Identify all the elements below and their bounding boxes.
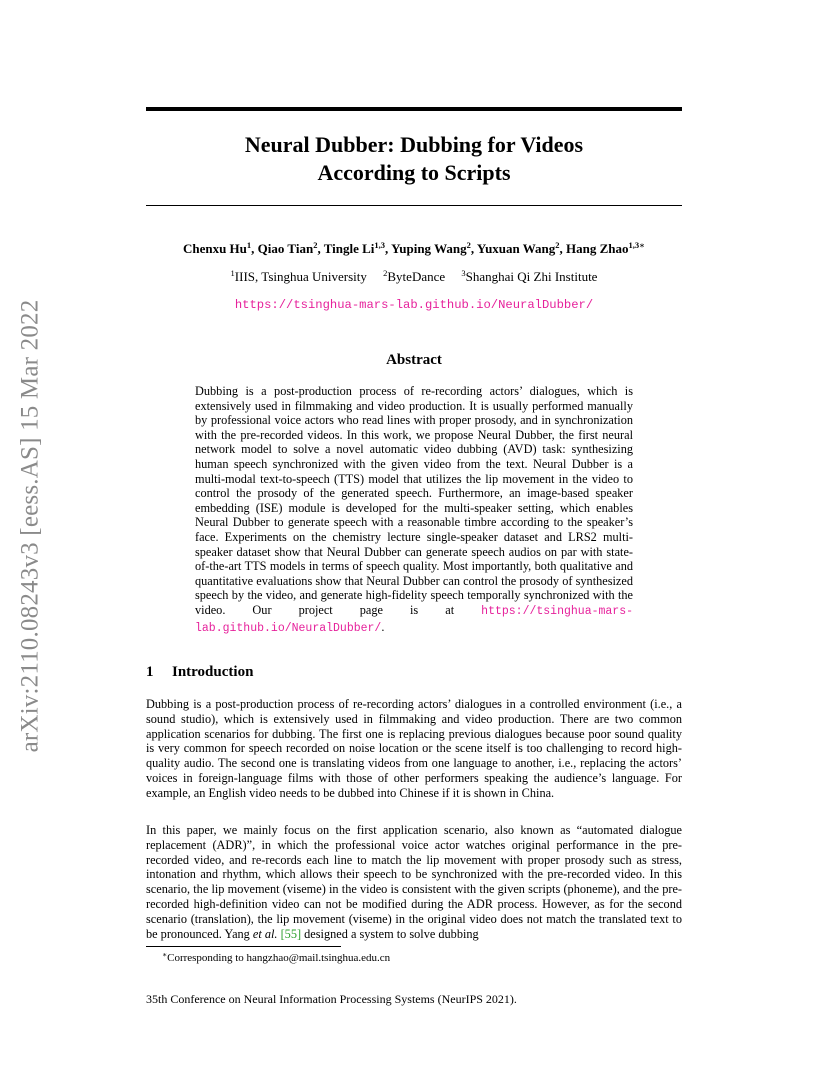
author-separator: , (559, 241, 567, 256)
author-name: Yuxuan Wang (476, 241, 556, 256)
paragraph-2-text: In this paper, we mainly focus on the first application scenario, also known as “automated dialogue replacement (ADR)”, in which the professional voice actor watches original performance in the pre-recorded video, and re-records each line to match the lip movement with proper prosody such as stress, intonation and rhythm, which allows their speech to be synchronized with the pre-recorded video. In this scenario, the lip movement (viseme) in the video is consistent with the given scripts (phoneme), and the pre-recorded high-definition video can not be modified during the ADR process. However, as for the second scenario (translation), the lip movement (viseme) in the original video does not match the translated text to be pronounced. Yang (146, 823, 682, 941)
abstract-text: Dubbing is a post-production process of re-recording actors’ dialogues, which is extensively used in filmmaking and video production. It is usually performed manually by professional voice actors who read lines with proper prosody, and in synchronization with the pre-recorded videos. In this work, we propose Neural Dubber, the first neural network model to solve a novel automatic video dubbing (AVD) task: synthesizing human speech synchronized with the given video from the text. Neural Dubber is a multi-modal text-to-speech (TTS) model that utilizes the lip movement in the video to control the prosody of the generated speech. Furthermore, an image-based speaker embedding (ISE) module is developed for the multi-speaker setting, which enables Neural Dubber to generate speech with a reasonable timbre according to the speaker’s face. Experiments on the chemistry lecture single-speaker dataset and LRS2 multi-speaker dataset show that Neural Dubber can generate speech audios on par with state-of-the-art TTS models in terms of speech quality. Most importantly, both qualitative and quantitative evaluations show that Neural Dubber can control the prosody of synthesized speech by the video, and generate high-fidelity speech temporally synchronized with the video. Our project page is at (195, 384, 633, 617)
affiliation-entry (231, 269, 367, 284)
section-heading-introduction (146, 662, 253, 682)
title-top-rule (146, 107, 682, 111)
section-number: 1 (146, 664, 154, 680)
author-name: Chenxu Hu (182, 241, 247, 256)
author-separator: , (317, 241, 324, 256)
section-title: Introduction (172, 664, 254, 680)
title-bottom-rule (146, 205, 682, 206)
author-separator: , (251, 241, 258, 256)
affiliation-entry (383, 269, 445, 284)
author-affiliation-mark: 2 (555, 240, 560, 250)
author-entry (566, 241, 645, 256)
author-entry (391, 241, 477, 256)
author-name: Yuping Wang (391, 241, 467, 256)
abstract-heading: Abstract (386, 352, 442, 368)
author-affiliation-mark: 1,3 (374, 240, 386, 250)
abstract-body (195, 384, 633, 636)
affiliation-mark: 2 (383, 268, 388, 278)
citation-link[interactable]: [55] (280, 926, 302, 941)
footnote-rule (146, 946, 341, 947)
footnote (162, 951, 390, 965)
abstract-end-punctuation: . (381, 619, 385, 634)
author-separator: , (470, 241, 477, 256)
affiliation-name: IIIS, Tsinghua University (234, 269, 367, 284)
title-line-1: Neural Dubber: Dubbing for Videos (244, 132, 584, 157)
intro-paragraph-2 (146, 823, 682, 941)
author-entry (258, 241, 324, 256)
footnote-mark: ∗ (162, 950, 168, 959)
author-entry (324, 241, 391, 256)
intro-paragraph-1: Dubbing is a post-production process of re-recording actors’ dialogues in a controlled environment (i.e., a sound studio), which is extensively used in filmmaking and video production. There are two common application scenarios for dubbing. The first one is replacing previous dialogues because poor sound quality is very common for speech recorded on noise location or the scene itself is too challenging to record high-quality audio. The second one is translating videos from one language to another, i.e., replacing the actors’ voices in foreign-language films with those of other performers speaking the audience’s language. For example, an English video needs to be dubbed into Chinese if it is shown in China. (146, 697, 682, 800)
author-affiliation-mark: 1 (246, 240, 252, 250)
author-entry (183, 241, 258, 256)
arxiv-identifier-text: arXiv:2110.08243v3 [eess.AS] 15 Mar 2022 (16, 299, 44, 753)
author-name: Qiao Tian (257, 241, 314, 256)
affiliation-list (146, 268, 682, 286)
author-name: Tingle Li (323, 241, 375, 256)
author-name: Hang Zhao (566, 241, 629, 256)
project-url-link[interactable]: https://tsinghua-mars-lab.github.io/NeuralDubber/ (234, 298, 594, 312)
affiliation-mark: 3 (461, 268, 466, 278)
arxiv-identifier-stamp (10, 276, 50, 776)
affiliation-name: Shanghai Qi Zhi Institute (465, 269, 598, 284)
affiliation-name: ByteDance (387, 269, 446, 284)
author-affiliation-mark: 2 (313, 240, 318, 250)
footnote-text: Corresponding to hangzhao@mail.tsinghua.edu.cn (167, 952, 391, 964)
affiliation-entry (461, 269, 597, 284)
author-separator: , (385, 241, 392, 256)
title-line-2: According to Scripts (317, 160, 511, 185)
et-al-text: et al. (252, 926, 278, 941)
author-list (146, 240, 682, 258)
affiliation-mark: 1 (230, 268, 235, 278)
author-affiliation-mark: 2 (466, 240, 471, 250)
author-entry (477, 241, 566, 256)
author-affiliation-mark: 1,3∗ (628, 240, 646, 250)
paper-title (146, 131, 682, 187)
abstract-project-url-link[interactable]: https://tsinghua-mars-lab.github.io/NeuralDubber/ (195, 604, 633, 635)
paragraph-2-text-end: designed a system to solve dubbing (301, 926, 479, 941)
conference-note: 35th Conference on Neural Information Processing Systems (NeurIPS 2021). (146, 992, 517, 1006)
